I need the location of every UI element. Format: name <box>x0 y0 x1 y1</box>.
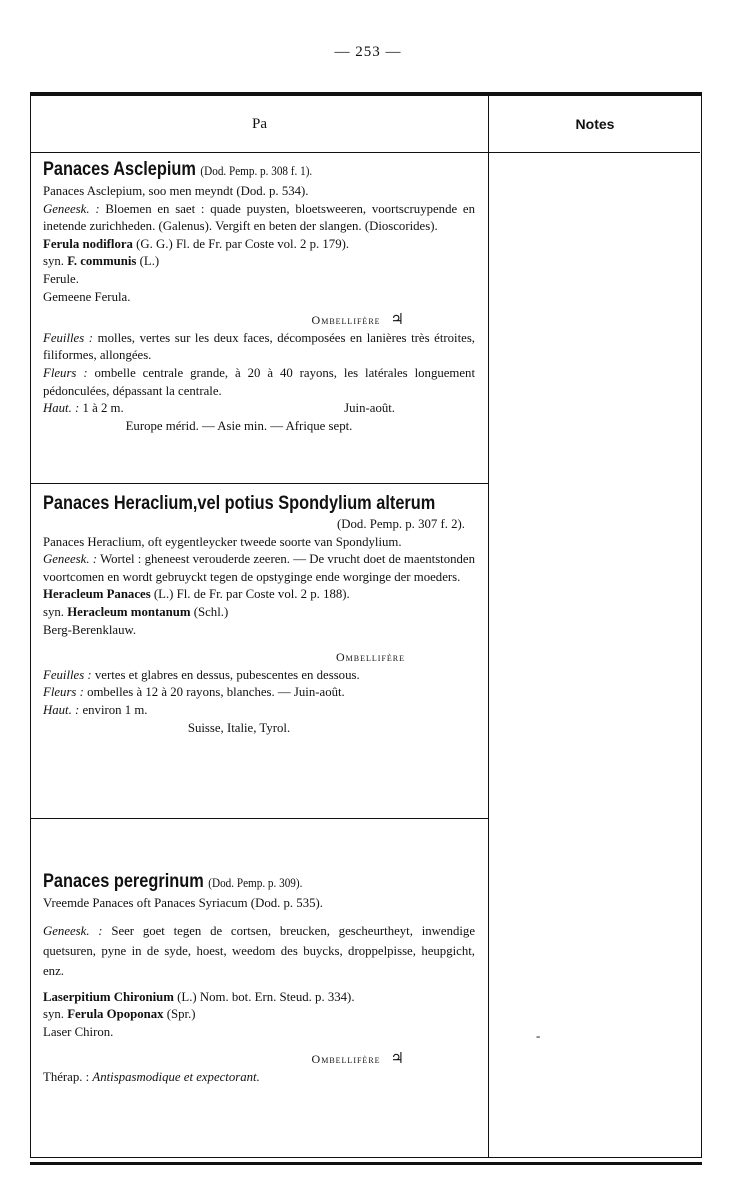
entry-geneesk <box>43 201 475 236</box>
haut-label: Haut. : <box>43 401 80 416</box>
page-frame <box>30 92 702 1158</box>
therap-text: Antispasmodique et expectorant. <box>92 1069 260 1084</box>
synonym-ref: (G. G.) Fl. de Fr. par Coste vol. 2 p. 179). <box>136 236 350 251</box>
entry-intro: Panaces Asclepium, soo men meyndt (Dod. p. 534). <box>43 184 309 198</box>
feuilles-text: vertes et glabres en dessus, pubescentes en dessous. <box>94 667 360 682</box>
entry-fleurs <box>43 365 475 400</box>
family-name <box>43 312 475 330</box>
geneesk-label: Geneesk. : <box>43 201 100 216</box>
geneesk-text: Bloemen en saet : quade puysten, bloetsweeren, voortscruypende en inetende zurichheden. (Galenus). Vergift en beten der slangen. (Dioscorides). <box>43 201 476 234</box>
synonym-name: Heracleum Panaces <box>43 587 151 602</box>
entry-geneesk <box>43 921 475 981</box>
geneesk-text: Seer goet tegen de cortsen, breucken, gescheurtheyt, inwendige quetsuren, pyne in de syde, hoest, weedom des buycks, droppelpisse, heupgicht, enz. <box>43 923 476 978</box>
feuilles-label: Feuilles : <box>43 667 92 682</box>
synonym-ref: (L.) Fl. de Fr. par Coste vol. 2 p. 188). <box>153 587 350 602</box>
family-label: Ombellifère <box>311 1052 381 1067</box>
synonym-name: F. communis <box>67 254 137 269</box>
synonym-prefix: syn. <box>43 604 64 619</box>
entry-panaces-asclepium <box>43 158 475 435</box>
common-name: Berg-Berenklauw. <box>43 622 137 637</box>
family-name: Ombellifère <box>336 650 405 665</box>
haut-label: Haut. : <box>43 702 80 717</box>
bottom-rule <box>30 1162 702 1165</box>
entry-title-name: Panaces Asclepium <box>43 159 196 180</box>
entry-geneesk <box>43 551 475 586</box>
fleurs-label: Fleurs : <box>43 365 88 380</box>
family-name <box>43 1051 475 1069</box>
entry-feuilles <box>43 330 475 365</box>
entry-title-ref: (Dod. Pemp. p. 309). <box>208 875 303 890</box>
distribution: Europe mérid. — Asie min. — Afrique sept. <box>125 418 353 433</box>
header-rule <box>31 152 700 153</box>
synonym-prefix: syn. <box>43 254 64 269</box>
distribution: Suisse, Italie, Tyrol. <box>187 720 291 735</box>
page-number: — 253 — <box>334 44 402 60</box>
entry-intro: Panaces Heraclium, oft eygentleycker tweede soorte van Spondylium. <box>43 534 402 549</box>
perennial-symbol-icon: ♃ <box>390 312 405 329</box>
flowering-season: Juin-août. <box>344 401 395 416</box>
common-name: Laser Chiron. <box>43 1024 114 1039</box>
entry-title <box>43 158 415 183</box>
synonym-name: Ferula Opoponax <box>67 1007 164 1022</box>
fleurs-label: Fleurs : <box>43 685 84 700</box>
entry-synonym-2 <box>43 604 475 622</box>
haut-text: 1 à 2 m. <box>82 401 124 416</box>
column-divider <box>488 96 489 1157</box>
entry-separator-1 <box>31 483 488 484</box>
geneesk-label: Geneesk. : <box>43 923 103 938</box>
entry-title-ref: (Dod. Pemp. p. 307 f. 2). <box>337 517 465 531</box>
feuilles-label: Feuilles : <box>43 330 94 345</box>
entry-height <box>43 400 124 418</box>
flowering-season: — Juin-août. <box>277 685 345 700</box>
common-name: Gemeene Ferula. <box>43 289 131 304</box>
entry-fleurs <box>43 684 475 702</box>
haut-text: environ 1 m. <box>82 702 148 717</box>
entry-title: Panaces Heraclium,vel potius Spondylium alterum <box>43 493 436 514</box>
header-notes: Notes <box>575 116 615 132</box>
common-name: Ferule. <box>43 271 79 286</box>
fleurs-text: ombelles à 12 à 20 rayons, blanches. <box>87 685 275 700</box>
note-mark: - <box>536 1028 541 1043</box>
synonym-prefix: syn. <box>43 1007 64 1022</box>
entry-synonym-2 <box>43 1006 475 1024</box>
entry-synonym-2 <box>43 253 475 271</box>
synonym-ref: (Schl.) <box>193 604 229 619</box>
geneesk-label: Geneesk. : <box>43 552 98 567</box>
synonym-ref: (Spr.) <box>166 1007 196 1022</box>
entry-panaces-heraclium <box>43 492 475 737</box>
entry-panaces-peregrinum <box>43 870 475 1087</box>
perennial-symbol-icon: ♃ <box>390 1051 405 1068</box>
entry-synonym-1 <box>43 586 475 604</box>
entry-intro: Vreemde Panaces oft Panaces Syriacum (Dod. p. 535). <box>43 896 323 910</box>
entry-title-name: Panaces peregrinum <box>43 871 204 892</box>
geneesk-text: Wortel : gheneest verouderde zeeren. — De vrucht doet de maentstonden voortcomen en wordt gebruyckt tegen de opstyginge ende worginge der moeders. <box>43 552 476 584</box>
fleurs-text: ombelle centrale grande, à 20 à 40 rayons, les latérales longuement pédonculées, dépassant la centrale. <box>43 365 476 398</box>
entry-feuilles <box>43 667 475 685</box>
entry-title-ref: (Dod. Pemp. p. 308 f. 1). <box>200 163 313 178</box>
header-letter: Pa <box>252 116 267 132</box>
synonym-ref: (L.) Nom. bot. Ern. Steud. p. 334). <box>177 989 355 1004</box>
entry-height <box>43 702 475 720</box>
entry-title <box>43 870 415 895</box>
feuilles-text: molles, vertes sur les deux faces, décomposées en lanières très étroites, filiformes, allongées. <box>43 330 476 363</box>
synonym-name: Heracleum montanum <box>67 604 191 619</box>
synonym-name: Laserpitium Chironium <box>43 989 174 1004</box>
therap-label: Thérap. : <box>43 1069 90 1084</box>
entry-synonym-1 <box>43 236 475 254</box>
entry-synonym-1 <box>43 989 475 1007</box>
entry-separator-2 <box>31 818 488 819</box>
entry-therap <box>43 1069 475 1087</box>
synonym-ref: (L.) <box>139 254 160 269</box>
synonym-name: Ferula nodiflora <box>43 236 133 251</box>
family-label: Ombellifère <box>311 313 381 328</box>
entry-height-row <box>43 400 475 418</box>
